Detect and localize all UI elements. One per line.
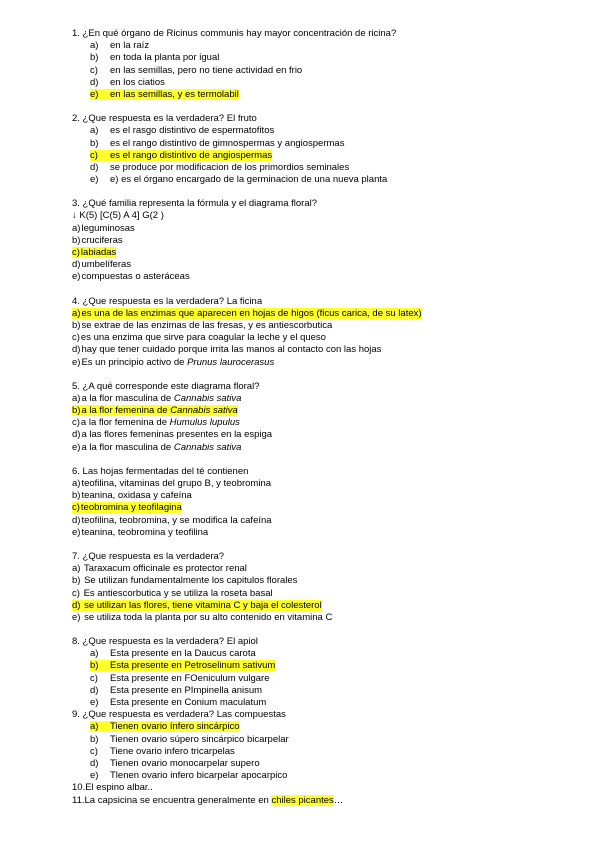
- option-d: d)teofilina, teobromina, y se modifica la cafeína: [72, 514, 272, 526]
- question-10: [72, 782, 552, 794]
- question-5: [72, 381, 552, 454]
- option-e: e)Es un principio activo de Prunus laurocerasus: [72, 356, 275, 368]
- question-text: 11.La capsicina se encuentra generalmente en chiles picantes…: [72, 794, 344, 806]
- option-b: b)cruciferas: [72, 234, 123, 246]
- option-b: b) es el rango distintivo de gimnospermas y angiospermas: [90, 137, 345, 149]
- option-b: b) en toda la planta por igual: [90, 52, 220, 64]
- question-text: 2. ¿Que respuesta es la verdadera? El fruto: [72, 113, 257, 125]
- option-e: e)a la flor masculina de Cannabis sativa: [72, 441, 242, 453]
- option-a: a) Esta presente en la Daucus carota: [90, 648, 256, 660]
- question-text: 3. ¿Qué familia representa la fórmula y el diagrama floral?: [72, 198, 318, 210]
- question-text: 9. ¿Que respuesta es verdadera? Las compuestas: [72, 709, 286, 721]
- option-c-highlighted: c)labiadas: [72, 247, 117, 258]
- option-e: e)compuestas o asteráceas: [72, 271, 190, 283]
- question-text: 7. ¿Que respuesta es la verdadera?: [72, 550, 225, 562]
- question-text: 10.El espino albar..: [72, 782, 153, 794]
- option-d: d)umbelíferas: [72, 259, 132, 271]
- question-text: 5. ¿A qué corresponde este diagrama floral?: [72, 380, 260, 392]
- question-8: [72, 636, 552, 709]
- option-d: d) Tienen ovario monocarpelar supero: [90, 757, 260, 769]
- option-a: a) es el rasgo distintivo de espermatofitos: [90, 125, 275, 137]
- option-b-highlighted: b) Esta presente en Petroselinum sativum: [90, 660, 276, 672]
- option-c-highlighted: c)teobromina y teofilagina: [72, 502, 182, 514]
- question-2: [72, 113, 552, 186]
- option-c: c)es una enzima que sirve para coagular la leche y el queso: [72, 332, 326, 344]
- option-e-highlighted: e) en las semillas, y es termolabil: [90, 88, 239, 100]
- option-e: e) e) es el órgano encargado de la germinacion de una nueva planta: [90, 174, 388, 186]
- question-4: [72, 296, 552, 369]
- option-e: e) Tlenen ovario infero bicarpelar apocarpico: [90, 770, 288, 782]
- option-b: b) Tienen ovario súpero sincárpico bicarpelar: [90, 733, 289, 745]
- option-d: d) en los ciatios: [90, 76, 165, 88]
- question-text: 4. ¿Que respuesta es la verdadera? La ficina: [72, 295, 263, 307]
- option-d: d)hay que tener cuidado porque irrita las manos al contacto con las hojas: [72, 344, 382, 356]
- exam-document: [72, 28, 552, 807]
- option-c: c) Tiene ovario infero tricarpelas: [90, 745, 235, 757]
- option-e: e) se utiliza toda la planta por su alto contenido en vitamina C: [72, 611, 333, 623]
- question-3: [72, 198, 552, 283]
- option-d-highlighted: d) se utilizan las flores, tiene vitamina C y baja el colesterol: [72, 599, 322, 611]
- option-b: b)se extrae de las enzimas de las fresas, y es antiescorbutica: [72, 319, 333, 331]
- option-c: c) Esta presente en FOeniculum vulgare: [90, 672, 270, 684]
- question-6: [72, 466, 552, 539]
- option-a-highlighted: a)es una de las enzimas que aparecen en hojas de higos (ficus carica, de su latex): [72, 307, 422, 319]
- option-c-highlighted: c) es el rango distintivo de angiospermas: [90, 149, 273, 161]
- option-e: e) Esta presente en Conium maculatum: [90, 697, 267, 708]
- question-7: [72, 551, 552, 624]
- option-a: a) Taraxacum officinale es protector renal: [72, 563, 247, 575]
- question-1: [72, 28, 552, 101]
- option-c: c) Es antiescorbutica y se utiliza la roseta basal: [72, 587, 273, 599]
- option-d: d)a las flores femeninas presentes en la espiga: [72, 429, 273, 441]
- question-9: [72, 709, 552, 782]
- question-text: 1. ¿En qué órgano de Ricinus communis hay mayor concentración de ricina?: [72, 28, 397, 39]
- option-e: e)teanina, teobromina y teofilina: [72, 526, 209, 538]
- option-a: a)a la flor masculina de Cannabis sativa: [72, 392, 242, 404]
- option-a: a) en la raíz: [90, 40, 150, 52]
- option-c: c)a la flor femenina de Humulus lupulus: [72, 417, 240, 429]
- floral-formula: ↓ K(5) [C(5) A 4] G(2 ): [72, 210, 164, 222]
- option-a: a)teofilina, vitaminas del grupo B, y teobromina: [72, 478, 272, 489]
- question-text: 6. Las hojas fermentadas del té contienen: [72, 465, 249, 477]
- option-d: d) se produce por modificacion de los primordios seminales: [90, 161, 350, 173]
- option-c: c) en las semillas, pero no tiene actividad en frio: [90, 64, 303, 76]
- question-text: 8. ¿Que respuesta es la verdadera? El apiol: [72, 636, 258, 648]
- option-d: d) Esta presente en PImpinella anisum: [90, 684, 263, 696]
- question-11: [72, 795, 552, 807]
- option-a-highlighted: a) Tienen ovario ínfero sincárpico: [90, 721, 240, 733]
- answer-highlight: chiles picantes: [271, 794, 334, 806]
- option-b-highlighted: b)a la flor femenina de Cannabis sativa: [72, 405, 238, 417]
- option-a: a)leguminosas: [72, 222, 135, 234]
- option-b: b) Se utilizan fundamentalmente los capitulos florales: [72, 575, 298, 587]
- option-b: b)teanina, oxidasa y cafeína: [72, 490, 192, 502]
